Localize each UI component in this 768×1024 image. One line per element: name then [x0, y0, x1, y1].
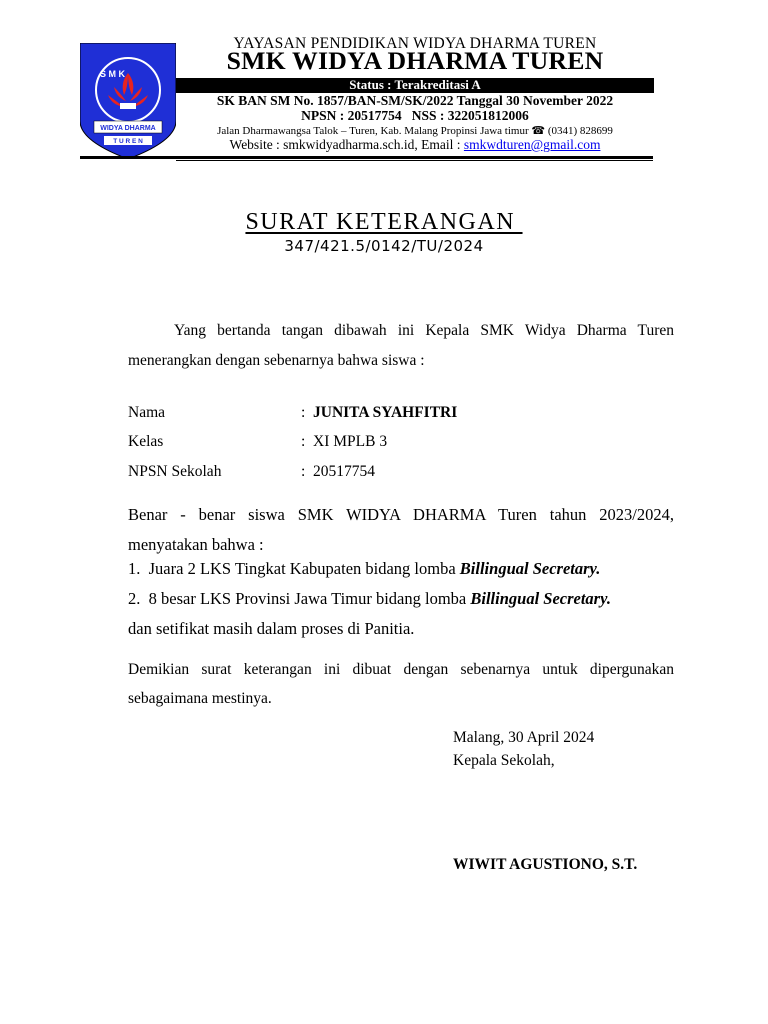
field-value-class: XI MPLB 3	[313, 433, 388, 450]
address-line	[176, 124, 654, 137]
achievement-text: 1. Juara 2 LKS Tingkat Kabupaten bidang lomba	[128, 559, 460, 578]
contact-line	[176, 137, 654, 153]
field-colon-npsn: :	[301, 463, 306, 480]
place-date: Malang, 30 April 2024	[453, 729, 595, 746]
field-label-class: Kelas	[128, 433, 164, 450]
field-label-name: Nama	[128, 404, 166, 421]
phone-icon: ☎	[531, 125, 546, 137]
intro-paragraph: Yang bertanda tangan dibawah ini Kepala SMK Widya Dharma Turen menerangkan dengan sebenarnya bahwa siswa :	[128, 322, 674, 369]
header-rule-thick	[80, 156, 653, 159]
logo-bottom-text: T U R E N	[113, 138, 143, 145]
field-colon-name: :	[301, 404, 306, 421]
signer-name: WIWIT AGUSTIONO, S.T.	[453, 856, 638, 873]
closing-paragraph: Demikian surat keterangan ini dibuat dengan sebenarnya untuk dipergunakan sebagaimana mestinya.	[128, 661, 674, 707]
statement-paragraph: Benar - benar siswa SMK WIDYA DHARMA Turen tahun 2023/2024, menyatakan bahwa :	[128, 505, 674, 554]
website-text: Website : smkwidyadharma.sch.id, Email :	[229, 137, 464, 152]
header-rule-thin	[176, 160, 653, 161]
field-colon-class: :	[301, 433, 306, 450]
school-name: SMK WIDYA DHARMA TUREN	[226, 48, 604, 75]
certificate-note: dan setifikat masih dalam proses di Panitia.	[128, 619, 415, 638]
sk-ban-line: SK BAN SM No. 1857/BAN-SM/SK/2022 Tanggal 30 November 2022	[216, 93, 614, 108]
achievement-item	[128, 589, 611, 609]
document-title-text: SURAT KETERANGAN	[245, 209, 523, 235]
email-link[interactable]: smkwdturen@gmail.com	[463, 137, 601, 152]
school-logo	[80, 43, 176, 159]
address-text: Jalan Dharmawangsa Talok – Turen, Kab. Malang Propinsi Jawa timur	[217, 125, 529, 137]
field-label-npsn: NPSN Sekolah	[128, 463, 222, 480]
document-number: 347/421.5/0142/TU/2024	[284, 237, 484, 255]
field-value-name: JUNITA SYAHFITRI	[313, 404, 458, 421]
achievement-emphasis: Billingual Secretary.	[470, 589, 611, 608]
achievement-item	[128, 559, 600, 579]
phone-number: (0341) 828699	[547, 125, 613, 137]
accreditation-status: Status : Terakreditasi A	[349, 77, 481, 92]
document-title	[0, 209, 768, 236]
foundation-name: YAYASAN PENDIDIKAN WIDYA DHARMA TUREN	[233, 35, 597, 52]
logo-ribbon-text: WIDYA DHARMA	[100, 125, 156, 132]
npsn-nss-line: NPSN : 20517754 NSS : 322051812006	[301, 108, 529, 123]
logo-top-text: S M K	[100, 69, 126, 79]
signer-position: Kepala Sekolah,	[453, 752, 555, 769]
achievement-text: 2. 8 besar LKS Provinsi Jawa Timur bidang lomba	[128, 589, 471, 608]
field-value-npsn: 20517754	[313, 463, 375, 480]
achievement-emphasis: Billingual Secretary.	[459, 559, 601, 578]
